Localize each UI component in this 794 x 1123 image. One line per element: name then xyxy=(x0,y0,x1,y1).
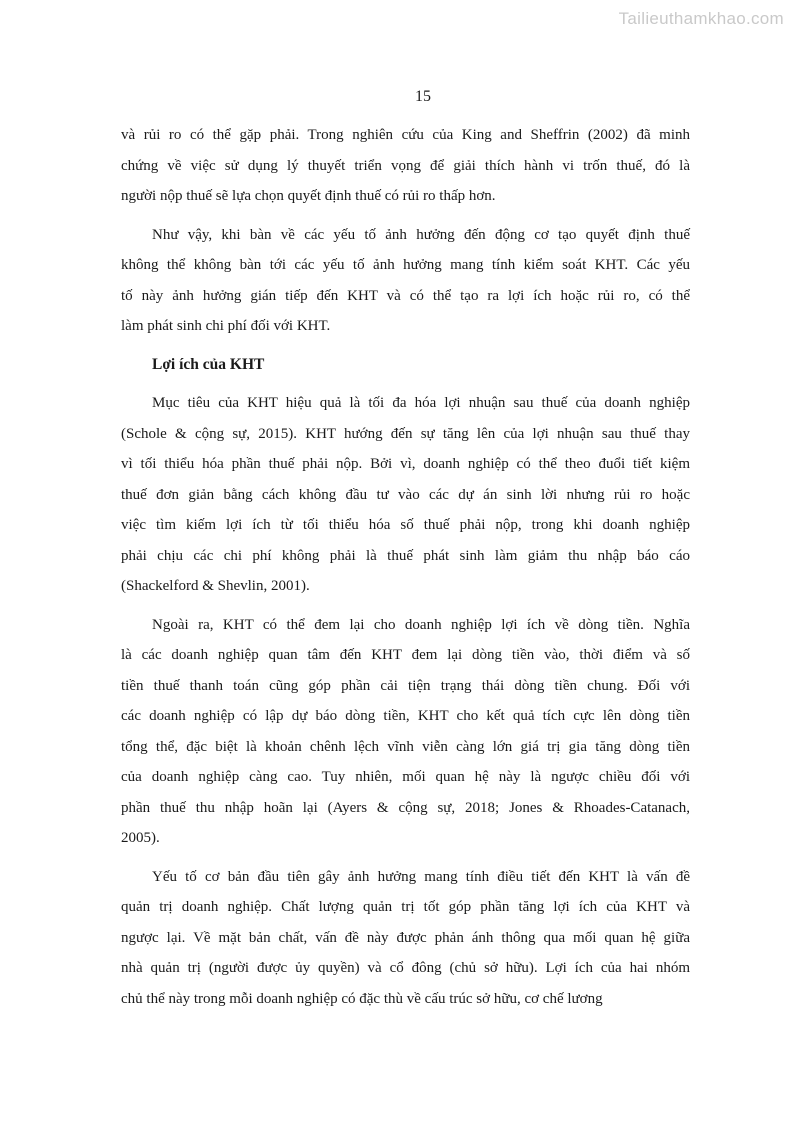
text-line: thuế đơn giản bằng cách không đầu tư vào các dự án sinh lời nhưng rủi ro hoặc xyxy=(121,486,690,503)
text-line: 2005). xyxy=(121,830,160,846)
paragraph xyxy=(121,862,690,1015)
text-line: Như vậy, khi bàn về các yếu tố ảnh hưởng đến động cơ tạo quyết định thuế xyxy=(152,226,690,243)
text-line: Yếu tố cơ bản đầu tiên gây ảnh hưởng mang tính điều tiết đến KHT là vấn đề xyxy=(152,868,690,885)
text-line: làm phát sinh chi phí đối với KHT. xyxy=(121,318,331,334)
text-line: phần thuế thu nhập hoãn lại (Ayers & cộng sự, 2018; Jones & Rhoades-Catanach, xyxy=(121,799,690,816)
section-heading xyxy=(121,350,690,381)
text-line: không thể không bàn tới các yếu tố ảnh hưởng mang tính kiểm soát KHT. Các yếu xyxy=(121,257,690,273)
page-number: 15 xyxy=(415,88,431,105)
text-line: chứng về việc sử dụng lý thuyết triển vọng để giải thích hành vi trốn thuế, đó là xyxy=(121,157,690,174)
watermark-text: Tailieuthamkhao.com xyxy=(618,9,784,28)
text-line: nhà quản trị (người được ủy quyền) và cổ đông (chủ sở hữu). Lợi ích của hai nhóm xyxy=(121,960,690,976)
text-line: người nộp thuế sẽ lựa chọn quyết định thuế có rủi ro thấp hơn. xyxy=(121,188,496,204)
text-line: (Schole & cộng sự, 2015). KHT hướng đến sự tăng lên của lợi nhuận sau thuế thay xyxy=(121,425,690,442)
text-line: (Shackelford & Shevlin, 2001). xyxy=(121,578,310,594)
text-line: tổng thể, đặc biệt là khoản chênh lệch vĩnh viễn càng lớn giá trị gia tăng dòng tiền xyxy=(121,738,690,755)
text-line: các doanh nghiệp có lập dự báo dòng tiền, KHT cho kết quả tích cực lên dòng tiền xyxy=(121,708,690,724)
text-line: phải chịu các chi phí không phải là thuế phát sinh làm giảm thu nhập báo cáo xyxy=(121,547,690,564)
paragraph xyxy=(121,120,690,212)
paragraph xyxy=(121,220,690,342)
paragraph xyxy=(121,388,690,602)
text-line: là các doanh nghiệp quan tâm đến KHT đem lại dòng tiền vào, thời điểm và số xyxy=(121,647,690,663)
text-line: tiền thuế thanh toán cũng góp phần cải tiện trạng thái dòng tiền chung. Đối với xyxy=(121,677,690,694)
text-line: quản trị doanh nghiệp. Chất lượng quản trị tốt góp phần tăng lợi ích của KHT và xyxy=(121,899,690,915)
text-line: Mục tiêu của KHT hiệu quả là tối đa hóa lợi nhuận sau thuế của doanh nghiệp xyxy=(152,395,690,411)
text-line: của doanh nghiệp càng cao. Tuy nhiên, mối quan hệ này là ngược chiều đối với xyxy=(121,769,690,785)
heading-line: Lợi ích của KHT xyxy=(152,355,265,373)
paragraph xyxy=(121,610,690,854)
text-line: việc tìm kiếm lợi ích từ tối thiểu hóa số thuế phải nộp, trong khi doanh nghiệp xyxy=(121,517,690,533)
text-line: chủ thể này trong mỗi doanh nghiệp có đặc thù về cấu trúc sở hữu, cơ chế lương xyxy=(121,990,603,1007)
text-line: và rủi ro có thể gặp phải. Trong nghiên cứu của King and Sheffrin (2002) đã minh xyxy=(121,127,690,143)
text-line: Ngoài ra, KHT có thể đem lại cho doanh nghiệp lợi ích về dòng tiền. Nghĩa xyxy=(152,616,690,633)
text-line: tố này ảnh hưởng gián tiếp đến KHT và có thể tạo ra lợi ích hoặc rủi ro, có thể xyxy=(121,287,690,304)
document-body xyxy=(121,120,690,1022)
text-line: ngược lại. Về mặt bản chất, vấn đề này được phản ánh thông qua mối quan hệ giữa xyxy=(121,929,690,946)
text-line: vì tối thiểu hóa phần thuế phải nộp. Bởi vì, doanh nghiệp có thể theo đuổi tiết kiệm xyxy=(121,456,690,472)
